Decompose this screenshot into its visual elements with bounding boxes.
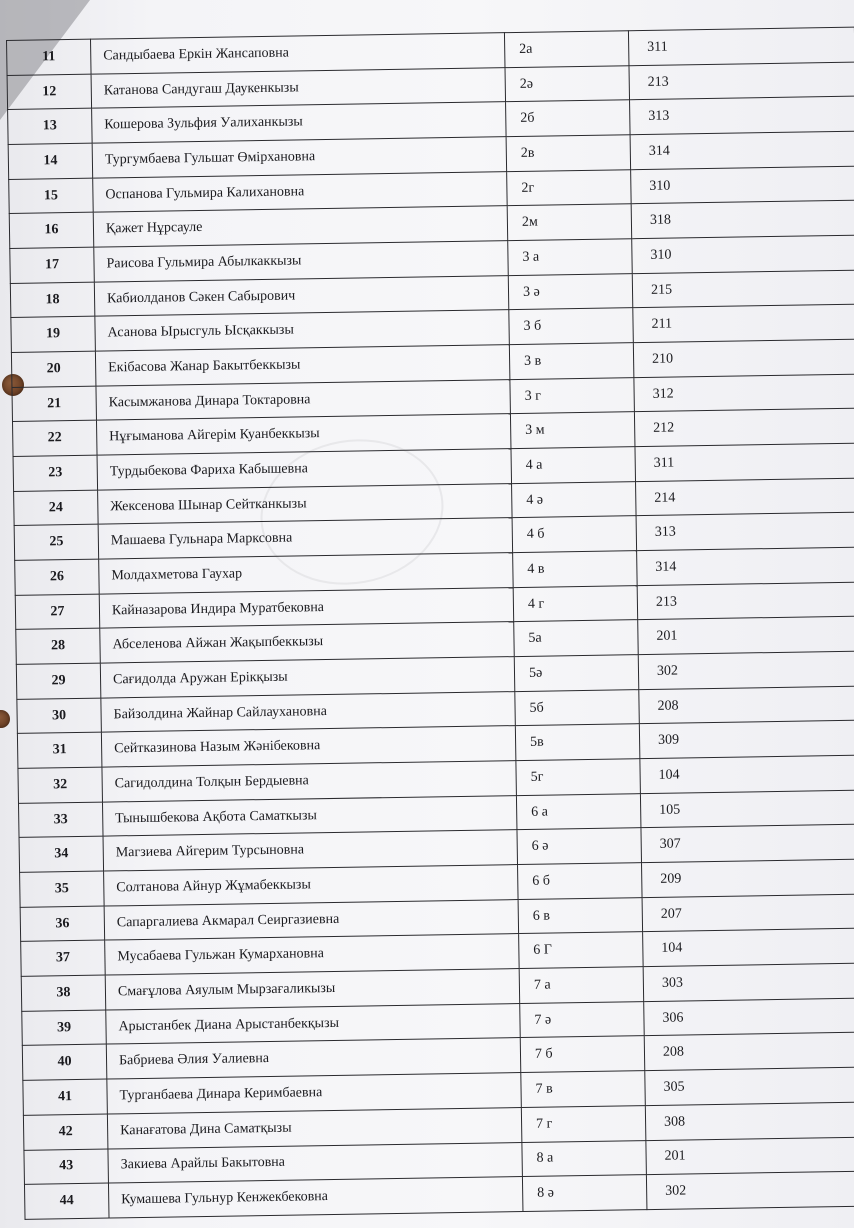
teacher-name: Сағидолда Аружан Ерікқызы [100,657,514,698]
class-name: 2а [504,31,629,68]
room-number: 314 [637,547,854,585]
room-number: 318 [631,201,854,239]
teacher-name: Асанова Ырысгуль Ысқаккызы [95,310,509,351]
row-number: 34 [19,837,104,873]
room-number: 215 [632,270,854,308]
room-number: 201 [646,1137,854,1175]
teacher-name: Солтанова Айнур Жұмабеккызы [104,865,518,906]
teacher-name: Сандыбаева Еркін Жансаповна [90,33,504,74]
row-number: 23 [13,455,98,491]
staff-table-wrapper [6,27,854,1220]
teacher-name: Кумашева Гульнур Кенжекбековна [108,1177,522,1218]
row-number: 39 [22,1010,107,1046]
room-number: 212 [634,409,854,447]
room-number: 310 [631,166,854,204]
class-name: 8 ә [522,1175,647,1212]
class-name: 2ә [505,65,630,102]
class-name: 6 а [516,793,641,830]
row-number: 40 [22,1045,107,1081]
row-number: 27 [15,594,100,630]
class-name: 7 в [521,1071,646,1108]
class-name: 3 г [510,377,635,414]
class-name: 3 в [509,343,634,380]
class-name: 8 а [522,1140,647,1177]
class-name: 4 г [513,585,638,622]
room-number: 311 [628,27,854,65]
class-name: 2г [507,169,632,206]
teacher-name: Кайназарова Индира Муратбековна [99,587,513,628]
class-name: 6 ә [517,828,642,865]
row-number: 44 [24,1183,109,1219]
class-name: 5б [515,689,640,726]
teacher-name: Оспанова Гульмира Калихановна [93,171,507,212]
row-number: 30 [17,698,102,734]
room-number: 311 [635,443,854,481]
teacher-name: Жексенова Шынар Сейтканкызы [98,483,512,524]
class-name: 7 а [519,967,644,1004]
row-number: 26 [15,559,100,595]
row-number: 38 [21,975,106,1011]
room-number: 207 [642,894,854,932]
room-number: 310 [632,235,854,273]
teacher-name: Машаева Гульнара Марксовна [98,518,512,559]
table-body [7,27,854,1219]
row-number: 15 [9,178,94,214]
class-name: 2в [506,135,631,172]
row-number: 21 [12,386,97,422]
teacher-name: Смағұлова Аяулым Мырзағаликызы [105,969,519,1010]
teacher-name: Байзолдина Жайнар Сайлаухановна [101,691,515,732]
row-number: 25 [14,525,99,561]
class-name: 7 г [521,1105,646,1142]
teacher-name: Молдахметова Гаухар [99,553,513,594]
teacher-name: Сагидолдина Толқын Бердыевна [102,761,516,802]
room-number: 313 [630,97,854,135]
teacher-name: Арыстанбек Диана Арыстанбекқызы [106,1003,520,1044]
row-number: 24 [14,490,99,526]
teacher-name: Катанова Сандугаш Даукенкызы [91,67,505,108]
teacher-name: Тынышбекова Ақбота Саматкызы [102,795,516,836]
row-number: 43 [24,1149,109,1185]
teacher-name: Бабриева Әлия Уалиевна [106,1038,520,1079]
teacher-name: Екібасова Жанар Бакытбеккызы [95,345,509,386]
row-number: 22 [12,421,97,457]
row-number: 33 [18,802,103,838]
row-number: 14 [8,143,93,179]
room-number: 303 [643,963,854,1001]
room-number: 302 [646,1171,854,1209]
room-number: 208 [639,686,854,724]
room-number: 306 [644,998,854,1036]
row-number: 35 [20,871,105,907]
row-number: 13 [8,109,93,145]
teacher-name: Канағатова Дина Саматқызы [107,1107,521,1148]
class-name: 4 а [511,447,636,484]
class-name: 4 в [513,551,638,588]
room-number: 308 [645,1102,854,1140]
teacher-name: Сапаргалиева Акмарал Сеиргазиевна [104,899,518,940]
class-name: 3 а [508,239,633,276]
class-name: 6 в [518,897,643,934]
room-number: 104 [640,755,854,793]
teacher-name: Магзиева Айгерим Турсыновна [103,830,517,871]
class-name: 3 м [510,412,635,449]
class-name: 5а [514,620,639,657]
room-number: 211 [633,305,854,343]
teacher-name: Абселенова Айжан Жақыпбеккызы [100,622,514,663]
row-number: 19 [11,317,96,353]
class-name: 7 ә [520,1001,645,1038]
row-number: 16 [9,213,94,249]
teacher-name: Кошерова Зульфия Уалиханкызы [92,102,506,143]
teacher-name: Тургумбаева Гульшат Өмірхановна [92,137,506,178]
class-name: 5в [515,724,640,761]
teacher-name: Нұғыманова Айгерім Куанбеккызы [96,414,510,455]
row-number: 37 [21,941,106,977]
teacher-name: Касымжанова Динара Токтаровна [96,379,510,420]
class-name: 2м [507,204,632,241]
teacher-name: Закиева Арайлы Бакытовна [108,1142,522,1183]
class-name: 5ә [514,655,639,692]
room-number: 201 [638,617,854,655]
class-name: 2б [506,100,631,137]
class-name: 4 б [512,516,637,553]
staff-table [6,27,854,1220]
row-number: 41 [23,1079,108,1115]
row-number: 12 [7,74,92,110]
row-number: 42 [23,1114,108,1150]
teacher-name: Қажет Нұрсауле [93,206,507,247]
room-number: 302 [638,651,854,689]
room-number: 105 [640,790,854,828]
room-number: 208 [644,1033,854,1071]
teacher-name: Турганбаева Динара Керимбаевна [107,1073,521,1114]
teacher-name: Кабиолданов Сәкен Сабырович [94,275,508,316]
row-number: 36 [20,906,105,942]
row-number: 18 [10,282,95,318]
room-number: 104 [643,929,854,967]
row-number: 11 [7,39,92,75]
row-number: 31 [17,733,102,769]
class-name: 5г [516,759,641,796]
room-number: 314 [630,131,854,169]
row-number: 29 [16,663,101,699]
room-number: 210 [633,339,854,377]
room-number: 214 [636,478,854,516]
room-number: 209 [642,859,854,897]
class-name: 3 б [509,308,634,345]
class-name: 7 б [520,1036,645,1073]
room-number: 312 [634,374,854,412]
room-number: 307 [641,825,854,863]
class-name: 4 ә [512,481,637,518]
teacher-name: Мусабаева Гульжан Кумархановна [105,934,519,975]
class-name: 6 б [518,863,643,900]
room-number: 213 [637,582,854,620]
teacher-name: Турдыбекова Фариха Кабышевна [97,449,511,490]
room-number: 309 [639,721,854,759]
punch-hole [0,710,10,728]
room-number: 313 [636,513,854,551]
room-number: 305 [645,1067,854,1105]
row-number: 28 [16,629,101,665]
row-number: 20 [11,351,96,387]
room-number: 213 [629,62,854,100]
class-name: 6 Г [519,932,644,969]
row-number: 17 [10,247,95,283]
teacher-name: Сейтказинова Назым Жәнібековна [101,726,515,767]
teacher-name: Раисова Гульмира Абылкаккызы [94,241,508,282]
class-name: 3 ә [508,273,633,310]
row-number: 32 [18,767,103,803]
